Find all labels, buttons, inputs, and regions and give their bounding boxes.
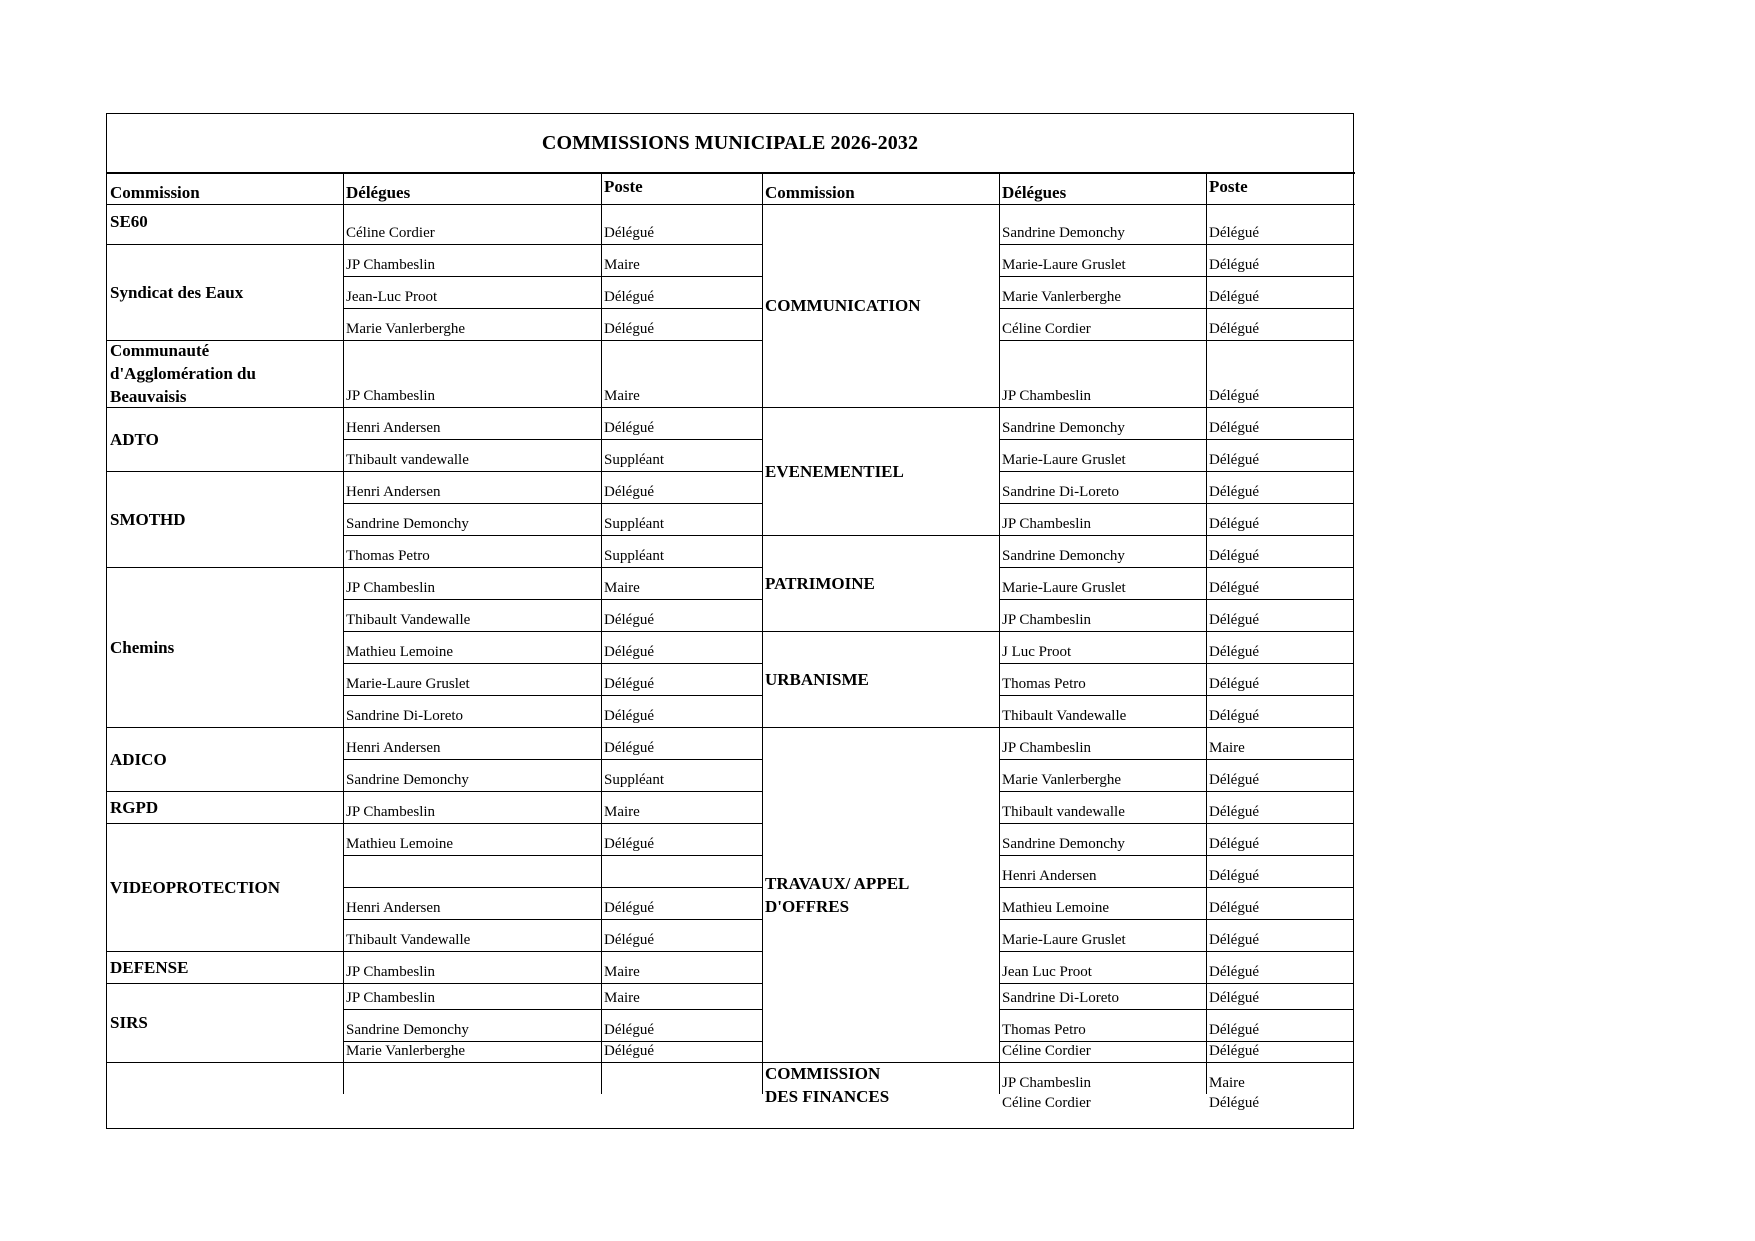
left-poste: Délégué [604,225,654,241]
right-commission-name: COMMUNICATION [765,296,921,315]
left-delegate: JP Chambeslin [346,580,436,596]
right-poste: Délégué [1209,676,1259,692]
left-delegate [343,855,601,887]
left-poste: Suppléant [604,452,664,468]
left-poste: Maire [604,388,640,404]
left-poste: Maire [604,804,640,820]
left-commission-name: Chemins [110,637,175,657]
right-delegate: Sandrine Di-Loreto [1002,990,1120,1006]
right-poste: Délégué [1209,388,1259,404]
left-delegate: Henri Andersen [346,420,441,436]
right-poste: Délégué [1209,580,1259,596]
left-poste: Délégué [604,420,654,436]
right-delegate: Céline Cordier [1002,1043,1091,1059]
left-poste: Suppléant [604,772,664,788]
left-poste [601,1062,762,1094]
right-delegate: Sandrine Demonchy [1002,836,1125,852]
left-delegate: Sandrine Demonchy [346,1022,469,1038]
left-delegate: Sandrine Demonchy [346,516,469,532]
left-commission-name: SE60 [110,212,148,231]
right-poste: Délégué [1209,644,1259,660]
left-commission-name: SMOTHD [110,509,186,529]
right-poste: Délégué [1209,836,1259,852]
left-poste: Délégué [604,289,654,305]
left-poste: Suppléant [604,516,664,532]
left-commission-name: SIRS [110,1013,148,1032]
left-commission-name: ADTO [110,429,159,449]
right-delegate: Marie-Laure Gruslet [1002,452,1126,468]
left-poste: Délégué [604,612,654,628]
left-delegate: Sandrine Di-Loreto [346,708,464,724]
left-delegate: Mathieu Lemoine [346,836,454,852]
left-delegate: Thibault vandewalle [346,452,469,468]
right-delegate: JP Chambeslin [1002,516,1092,532]
left-delegate: JP Chambeslin [346,257,436,273]
right-commission-name: COMMISSION DES FINANCES [765,1064,890,1106]
left-delegate: Céline Cordier [346,225,435,241]
right-commission-name: PATRIMOINE [765,573,875,593]
right-poste: Délégué [1209,548,1259,564]
left-poste: Délégué [604,836,654,852]
left-poste: Délégué [604,900,654,916]
right-poste: Délégué [1209,964,1259,980]
right-delegate: Céline Cordier [1002,1095,1091,1111]
left-delegate: JP Chambeslin [346,964,436,980]
left-delegate: Marie Vanlerberghe [346,321,465,337]
left-poste [601,1094,762,1096]
left-commission-name: Syndicat des Eaux [110,282,244,302]
left-commission-name: RGPD [110,797,159,817]
left-poste [601,855,762,887]
left-delegate: Mathieu Lemoine [346,644,454,660]
left-delegate: Thomas Petro [346,548,430,564]
header-right-delegues: Délégues [1002,183,1067,202]
right-delegate: Marie Vanlerberghe [1002,772,1121,788]
right-commission-name: TRAVAUX/ APPEL D'OFFRES [765,873,910,916]
left-poste: Délégué [604,1022,654,1038]
right-poste: Maire [1209,740,1245,756]
left-delegate: Henri Andersen [346,484,441,500]
right-delegate: Sandrine Demonchy [1002,225,1125,241]
right-poste: Délégué [1209,420,1259,436]
commissions-document [106,113,1354,1129]
right-delegate: Thibault vandewalle [1002,804,1125,820]
right-poste: Délégué [1209,1043,1259,1059]
right-poste: Délégué [1209,708,1259,724]
left-poste: Maire [604,257,640,273]
left-delegate: JP Chambeslin [346,990,436,1006]
right-delegate: Sandrine Demonchy [1002,548,1125,564]
right-poste: Délégué [1209,990,1259,1006]
right-poste: Délégué [1209,900,1259,916]
left-delegate: Sandrine Demonchy [346,772,469,788]
right-poste: Délégué [1209,772,1259,788]
left-delegate [343,1094,601,1096]
right-delegate: Jean Luc Proot [1002,964,1092,980]
left-delegate: Marie-Laure Gruslet [346,676,470,692]
right-delegate: JP Chambeslin [1002,388,1092,404]
header-right-poste: Poste [1209,177,1248,196]
header-left-delegues: Délégues [346,183,411,202]
left-delegate: Jean-Luc Proot [346,289,438,305]
left-delegate: JP Chambeslin [346,388,436,404]
right-delegate: JP Chambeslin [1002,740,1092,756]
right-delegate: Thomas Petro [1002,1022,1086,1038]
right-poste: Délégué [1209,612,1259,628]
left-commission-name: VIDEOPROTECTION [110,877,281,897]
right-poste: Délégué [1209,804,1259,820]
right-poste: Délégué [1209,452,1259,468]
left-poste: Délégué [604,1043,654,1059]
right-delegate: Marie-Laure Gruslet [1002,580,1126,596]
header-left-commission: Commission [110,183,200,202]
left-poste: Délégué [604,708,654,724]
left-commission-name: DEFENSE [110,957,189,977]
right-commission-name: EVENEMENTIEL [765,461,904,481]
left-poste: Délégué [604,740,654,756]
right-poste: Délégué [1209,257,1259,273]
left-delegate [343,1062,601,1094]
left-delegate: Marie Vanlerberghe [346,1043,465,1059]
right-poste: Délégué [1209,1095,1259,1111]
left-poste: Délégué [604,932,654,948]
left-commission-name: ADICO [110,749,167,769]
right-poste: Délégué [1209,516,1259,532]
right-poste: Délégué [1209,1022,1259,1038]
right-poste: Délégué [1209,932,1259,948]
left-poste: Maire [604,964,640,980]
right-delegate: Marie-Laure Gruslet [1002,932,1126,948]
header-right-commission: Commission [765,183,855,202]
left-delegate: Thibault Vandewalle [346,612,471,628]
left-poste: Maire [604,580,640,596]
left-poste: Suppléant [604,548,664,564]
document-title: COMMISSIONS MUNICIPALE 2026-2032 [541,131,919,154]
left-poste: Délégué [604,676,654,692]
left-delegate: Henri Andersen [346,900,441,916]
right-delegate: J Luc Proot [1002,644,1072,660]
left-delegate: Thibault Vandewalle [346,932,471,948]
right-delegate: Marie Vanlerberghe [1002,289,1121,305]
right-poste: Délégué [1209,484,1259,500]
right-delegate: Marie-Laure Gruslet [1002,257,1126,273]
right-delegate: Céline Cordier [1002,321,1091,337]
left-poste: Délégué [604,484,654,500]
left-poste: Délégué [604,644,654,660]
right-poste: Délégué [1209,321,1259,337]
right-poste: Délégué [1209,868,1259,884]
left-poste: Délégué [604,321,654,337]
right-delegate: Sandrine Demonchy [1002,420,1125,436]
right-poste: Délégué [1209,225,1259,241]
left-delegate: JP Chambeslin [346,804,436,820]
right-delegate: Mathieu Lemoine [1002,900,1110,916]
right-delegate: Thibault Vandewalle [1002,708,1127,724]
left-poste: Maire [604,990,640,1006]
right-delegate: Henri Andersen [1002,868,1097,884]
right-poste: Délégué [1209,289,1259,305]
left-delegate: Henri Andersen [346,740,441,756]
right-delegate: JP Chambeslin [1002,1075,1092,1091]
right-delegate: Sandrine Di-Loreto [1002,484,1120,500]
left-commission-name: Communauté d'Agglomération du Beauvaisis [110,341,256,406]
right-delegate: JP Chambeslin [1002,612,1092,628]
right-delegate: Thomas Petro [1002,676,1086,692]
right-poste: Maire [1209,1075,1245,1091]
right-commission-name: URBANISME [765,669,869,689]
header-left-poste: Poste [604,177,643,196]
